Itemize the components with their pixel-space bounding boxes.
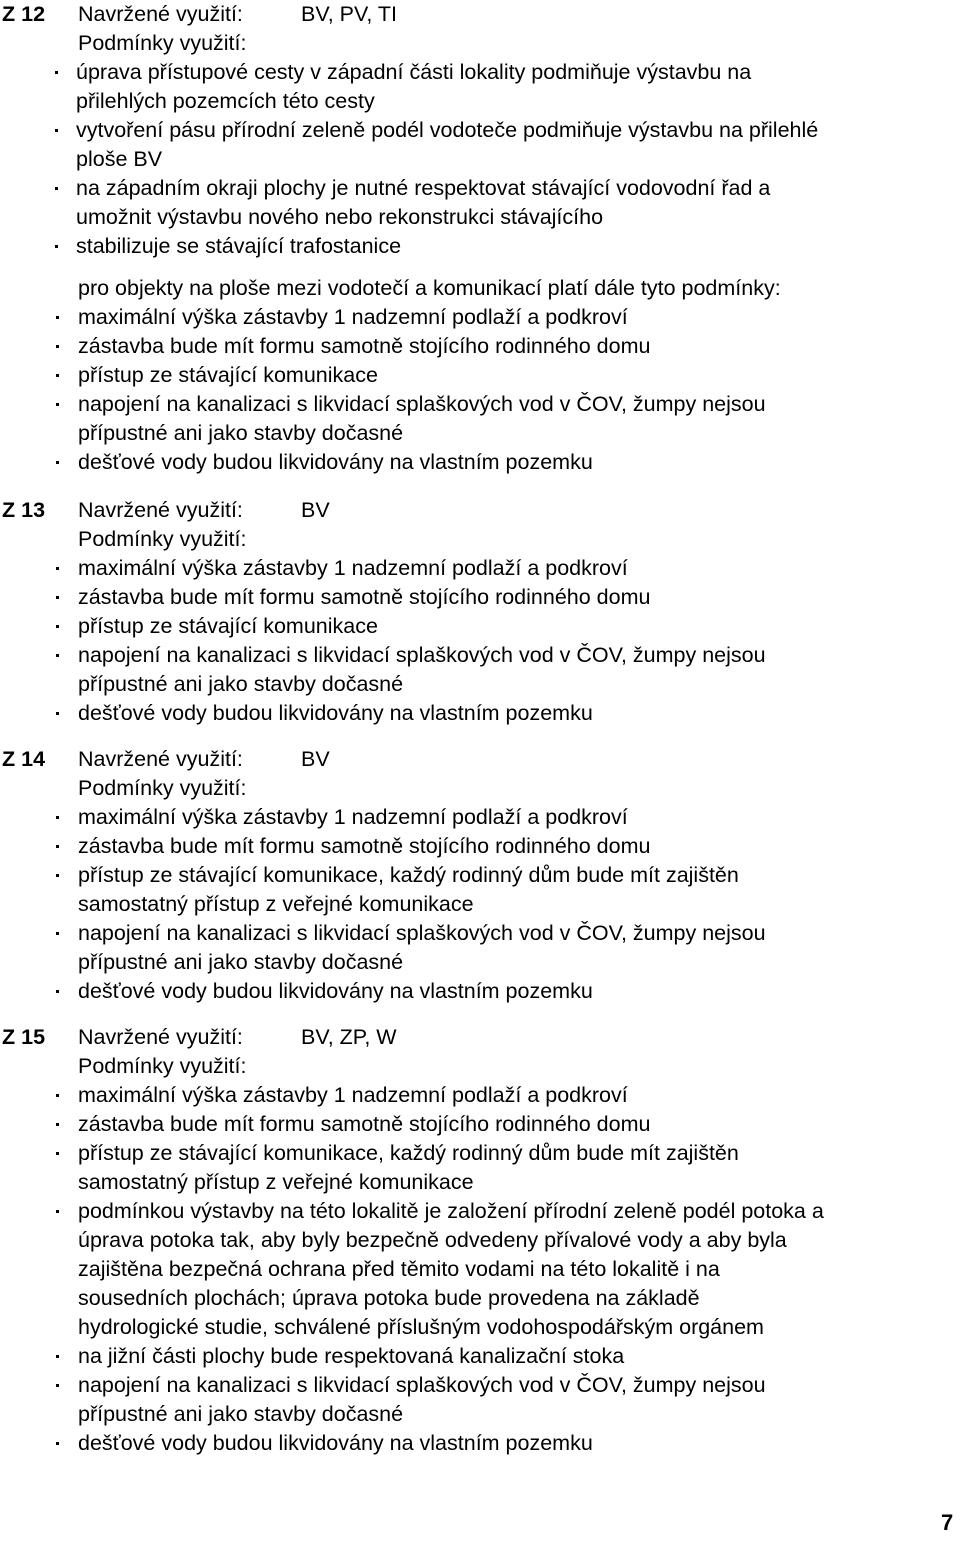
usage-label: Navržené využití: — [78, 2, 243, 26]
section-id: Z 14 — [2, 747, 46, 771]
list-item: přístup ze stávající komunikace — [0, 612, 960, 641]
list-item: dešťové vody budou likvidovány na vlastním pozemku — [0, 977, 960, 1006]
list-item: dešťové vody budou likvidovány na vlastním pozemku — [0, 1429, 960, 1458]
list-item: maximální výška zástavby 1 nadzemní podlaží a podkroví — [0, 803, 960, 832]
list-item: dešťové vody budou likvidovány na vlastním pozemku — [0, 448, 960, 477]
list-item: na západním okraji plochy je nutné respektovat stávající vodovodní řad a umožnit výstavbu nového nebo rekonstrukci stávajícího — [0, 174, 960, 232]
usage-value: BV, ZP, W — [301, 1025, 397, 1049]
section-header — [0, 0, 960, 29]
page-number: 7 — [941, 1510, 954, 1535]
conditions-label: Podmínky využití: — [78, 527, 247, 551]
section-z12 — [0, 0, 960, 477]
list-item: napojení na kanalizaci s likvidací splaškových vod v ČOV, žumpy nejsou přípustné ani jako stavby dočasné — [0, 919, 960, 977]
list-item: dešťové vody budou likvidovány na vlastním pozemku — [0, 699, 960, 728]
section-id: Z 13 — [2, 498, 46, 522]
usage-value: BV, PV, TI — [301, 2, 398, 26]
list-item: napojení na kanalizaci s likvidací splaškových vod v ČOV, žumpy nejsou přípustné ani jako stavby dočasné — [0, 641, 960, 699]
list-item: úprava přístupové cesty v západní části lokality podmiňuje výstavbu na přilehlých pozemcích této cesty — [0, 58, 960, 116]
list-item: maximální výška zástavby 1 nadzemní podlaží a podkroví — [0, 1081, 960, 1110]
list-item: na jižní části plochy bude respektovaná kanalizační stoka — [0, 1342, 960, 1371]
list-item: přístup ze stávající komunikace, každý rodinný dům bude mít zajištěn samostatný přístup z veřejné komunikace — [0, 1139, 960, 1197]
section-header — [0, 745, 960, 774]
section-z13 — [0, 496, 960, 728]
list-item: stabilizuje se stávající trafostanice — [0, 232, 960, 261]
list-item: zástavba bude mít formu samotně stojícího rodinného domu — [0, 332, 960, 361]
list-item: maximální výška zástavby 1 nadzemní podlaží a podkroví — [0, 554, 960, 583]
usage-label: Navržené využití: — [78, 498, 243, 522]
list-item: vytvoření pásu přírodní zeleně podél vodoteče podmiňuje výstavbu na přilehlé ploše BV — [0, 116, 960, 174]
intro-text: pro objekty na ploše mezi vodotečí a komunikací platí dále tyto podmínky: — [78, 276, 781, 300]
list-item: maximální výška zástavby 1 nadzemní podlaží a podkroví — [0, 303, 960, 332]
conditions-label: Podmínky využití: — [78, 31, 247, 55]
usage-label: Navržené využití: — [78, 1025, 243, 1049]
conditions-label: Podmínky využití: — [78, 776, 247, 800]
usage-label: Navržené využití: — [78, 747, 243, 771]
section-z15 — [0, 1023, 960, 1458]
usage-value: BV — [301, 498, 330, 522]
list-item: zástavba bude mít formu samotně stojícího rodinného domu — [0, 583, 960, 612]
list-item: napojení na kanalizaci s likvidací splaškových vod v ČOV, žumpy nejsou přípustné ani jako stavby dočasné — [0, 1371, 960, 1429]
conditions-label: Podmínky využití: — [78, 1054, 247, 1078]
section-header — [0, 496, 960, 525]
section-id: Z 12 — [2, 2, 46, 26]
list-item: podmínkou výstavby na této lokalitě je založení přírodní zeleně podél potoka a úprava potoka tak, aby byly bezpečně odvedeny přívalové vody a aby byla zajištěna bezpečná ochrana před těmito vodami na této lokalitě i na sousedních plochách; úprava potoka bude provedena na základě hydrologické studie, schválené příslušným vodohospodářským orgánem — [0, 1197, 960, 1342]
usage-value: BV — [301, 747, 330, 771]
section-z14 — [0, 745, 960, 1006]
list-item: napojení na kanalizaci s likvidací splaškových vod v ČOV, žumpy nejsou přípustné ani jako stavby dočasné — [0, 390, 960, 448]
list-item: zástavba bude mít formu samotně stojícího rodinného domu — [0, 832, 960, 861]
list-item: přístup ze stávající komunikace — [0, 361, 960, 390]
section-id: Z 15 — [2, 1025, 46, 1049]
section-header — [0, 1023, 960, 1052]
list-item: přístup ze stávající komunikace, každý rodinný dům bude mít zajištěn samostatný přístup z veřejné komunikace — [0, 861, 960, 919]
list-item: zástavba bude mít formu samotně stojícího rodinného domu — [0, 1110, 960, 1139]
